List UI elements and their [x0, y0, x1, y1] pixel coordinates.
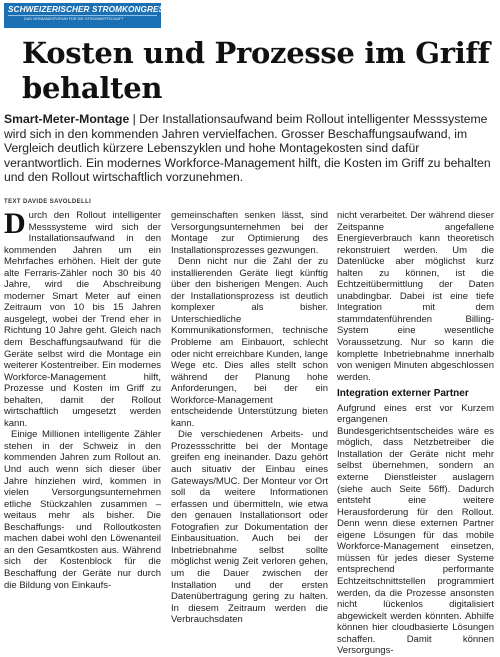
drop-cap: D: [4, 207, 26, 240]
body-paragraph: [4, 207, 161, 429]
body-paragraph: nicht verarbeitet. Der während dieser Zeitspanne angefallene Energieverbrauch kann theoretisch rekonstruiert werden. Um die Datenlücke aber möglichst kurz halten zu können, ist die Echtzeitübermittlung der Daten unabdingbar. Dabei ist eine tiefe Integration mit dem stammdatenführenden Billing-System eine wesentliche Voraussetzung. Nur so kann die komplette Inbetriebnahme innerhalb von wenigen Minuten abgeschlossen werden.: [337, 210, 494, 383]
article-headline: Kosten und Prozesse im Griff behalten: [22, 36, 490, 105]
body-paragraph: Einige Millionen intelligente Zähler stehen in der Schweiz in den kommenden Jahren zum Rollout an. Und auch wenn sich dieser über Jahre hinziehen wird, kommen in vielen Versorgungsunternehmen etliche Stückzahlen zusammen – weitaus mehr als bisher. Die Beschaffungs- und Rolloutkosten machen dabei wohl den Löwenanteil an den Gesamtkosten aus. Während sich der Kostenblock für die Beschaffung der Geräte nur durch die Bildung von Einkaufs-: [4, 429, 161, 591]
logo-tagline: DAS VERBANDSFORUM FÜR DIE STROMWIRTSCHAFT: [24, 17, 124, 21]
body-paragraph: gemeinschaften senken lässt, sind Versorgungsunternehmen bei der Montage zur Optimierung des Installationsprozesses gezwungen.: [171, 210, 328, 256]
event-logo: [4, 3, 170, 28]
paragraph-text: urch den Rollout intelligenter Messsysteme wird sich der Installationsaufwand in den kommenden Jahren um ein Mehrfaches erhöhen. Hielt der gute alte Ferraris-Zähler noch 30 bis 40 Jahre, wird die Abschreibung moderner Smart Meter auf einen Zeitraum von 10 bis 15 Jahren ausgelegt, wobei der Trend eher in Richtung 10 Jahre geht. Gleich nach dem Beschaffungsaufwand für die Geräte selbst wird die Montage ein weiterer Kostentreiber. Ein modernes Workforce-Management hilft, Prozesse und Kosten im Griff zu behalten, damit der Rollout wirtschaftlich umgesetzt werden kann.: [4, 210, 161, 429]
article-byline: TEXT DAVIDE SAVOLDELLI: [4, 199, 92, 205]
logo-name-part1: SCHWEIZERISCHER: [8, 5, 90, 14]
lead-label: Smart-Meter-Montage: [4, 112, 130, 126]
lead-text: Der Installationsaufwand beim Rollout intelligenter Messsysteme wird sich in den kommenden Jahren vervielfachen. Grosser Beschaffungsaufwand, im Vergleich deutlich kürzere Lebenszyklen und hohe Montagekosten sind dafür verantwortlich. Ein modernes Workforce-Management hilft, die Kosten im Griff zu behalten und den Rollout wirtschaftlich vorzunehmen.: [4, 112, 491, 185]
lead-separator: |: [129, 112, 140, 126]
body-column-2: [171, 210, 328, 626]
body-column-3: [337, 210, 494, 657]
logo-name-part2: STROMKONGRESS: [91, 5, 170, 14]
body-column-1: [4, 207, 161, 591]
body-paragraph: Die verschiedenen Arbeits- und Prozessschritte bei der Montage greifen eng ineinander. Dazu gehört auch situativ der Einbau eines Gateways/MUC. Der Monteur vor Ort soll da weitere Informationen erfassen und übermitteln, wie etwa den genauen Installationsort oder Fotografien zur Dokumentation der Einbausituation. Auch bei der Inbetriebnahme selbst sollte möglichst wenig Zeit verloren gehen, um die Dauer zwischen der Installation und der ersten Datenübertragung gering zu halten. In diesem Zeitraum werden die Verbrauchsdaten: [171, 429, 328, 626]
logo-divider: [8, 15, 157, 16]
logo-wordmark: [8, 5, 170, 14]
article-lead: [4, 112, 494, 185]
body-paragraph: Denn nicht nur die Zahl der zu installierenden Geräte liegt künftig über den bisherigen Mengen. Auch der Installationsprozess ist deutlich komplexer als bisher. Unterschiedliche Kommunikationsformen, technische Probleme am Einbauort, schlecht oder nicht erreichbare Kunden, lange Wege etc. Dies alles stellt schon während der Planung hohe Anforderungen, bei der ein Workforce-Management entscheidende Unterstützung bieten kann.: [171, 256, 328, 429]
body-paragraph: Aufgrund eines erst vor Kurzem ergangenen Bundesgerichtsentscheides wäre es möglich, dass Netzbetreiber die Installation der Geräte nicht mehr selbst übernehmen, sondern an externe Dienstleister auslagern (siehe auch Seite 56ff). Dadurch entsteht eine weitere Herausforderung für den Rollout. Denn wenn diese externen Partner eigene Lösungen für das mobile Workforce-Management einsetzen, müssen für jedes dieser Systeme entsprechend performante Echtzeitschnittstellen programmiert werden, da die Prozesse ansonsten nicht lückenlos digitalisiert abgewickelt werden könnten. Abhilfe können hier cloudbasierte Lösungen schaffen. Damit können Versorgungs-: [337, 402, 494, 657]
section-subheading: Integration externer Partner: [337, 388, 469, 400]
